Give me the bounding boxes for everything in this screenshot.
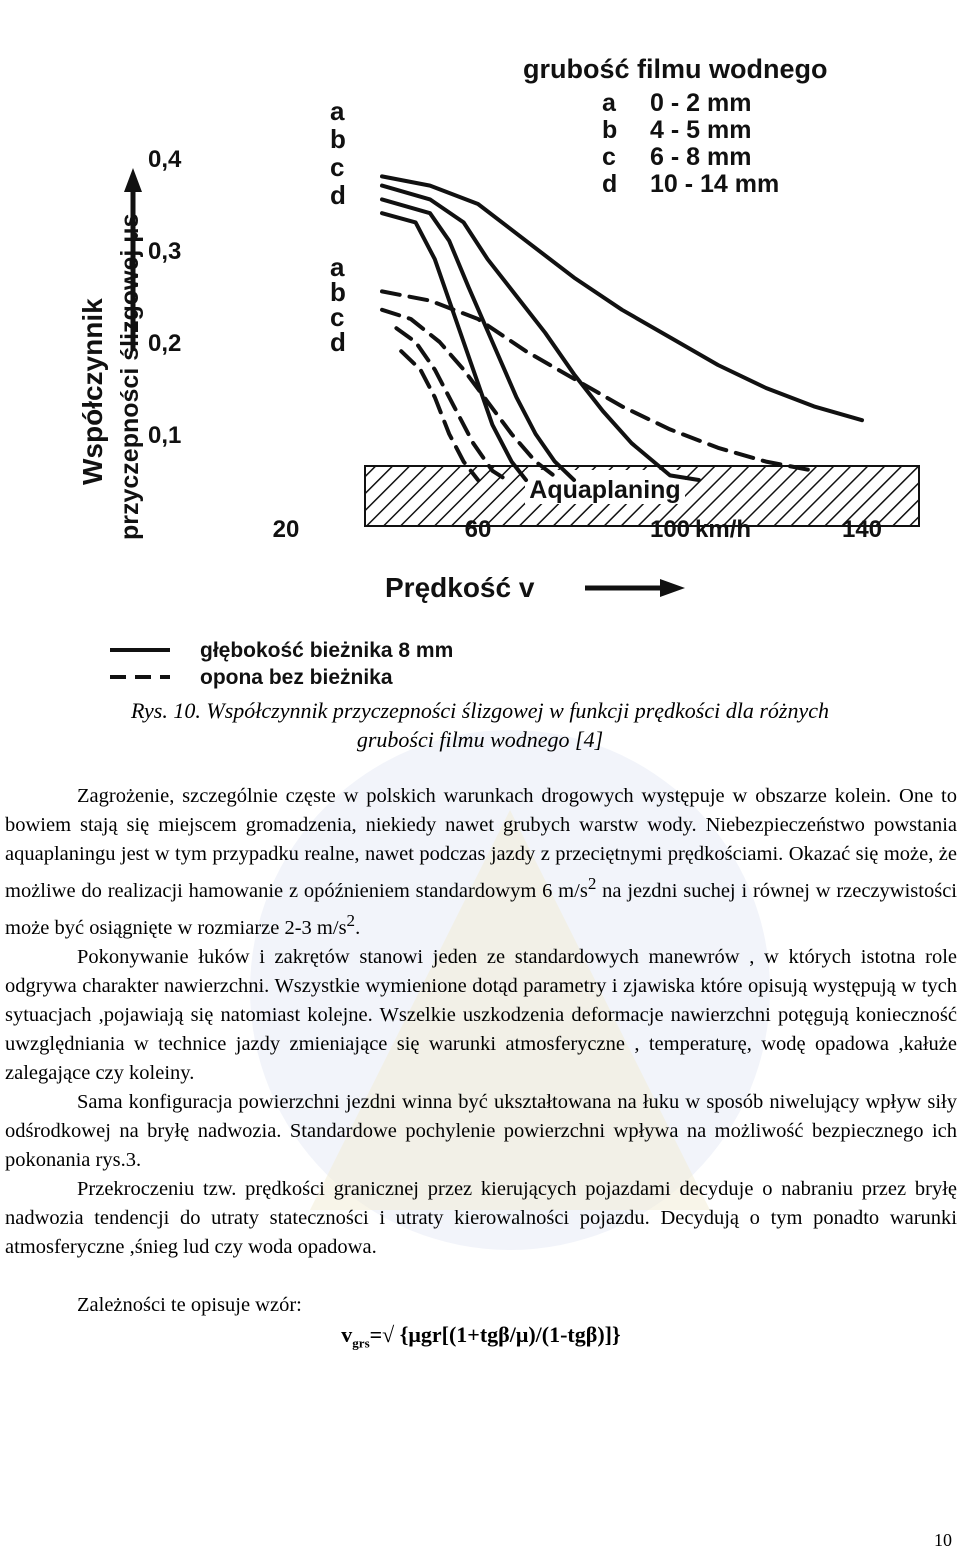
legend-range: 0 - 2 mm bbox=[650, 89, 752, 117]
legend-letter: b bbox=[602, 116, 618, 144]
figure-caption-line2: grubości filmu wodnego [4] bbox=[356, 727, 604, 752]
y-tick-label: 0,3 bbox=[148, 238, 182, 265]
solid-curve-label: d bbox=[330, 180, 346, 210]
solid-curve-b bbox=[382, 186, 699, 480]
formula-subscript: grs bbox=[352, 1335, 370, 1351]
paragraph-3: Sama konfiguracja powierzchni jezdni winna być ukształtowana na łuku w sposób niwelujący wpływ siły odśrodkowej na bryłę nadwozia. Standardowe pochylenie powierzchni wpływa na możliwość bezpiecznego ich pokonania rys.3. bbox=[5, 1090, 957, 1171]
dashed-curve-label: a bbox=[330, 252, 345, 282]
y-tick-label: 0,2 bbox=[148, 330, 182, 357]
dashed-curve-label: d bbox=[330, 327, 346, 357]
x-tick-label: 20 bbox=[272, 516, 300, 543]
style-legend-solid-label: głębokość bieżnika 8 mm bbox=[200, 639, 454, 662]
legend-range: 4 - 5 mm bbox=[650, 116, 752, 144]
y-tick-label: 0,4 bbox=[148, 146, 182, 173]
x-axis-arrowhead bbox=[660, 579, 685, 597]
y-axis-label-line1: Współczynnik bbox=[77, 298, 108, 485]
solid-curve-label: c bbox=[330, 152, 345, 182]
dashed-curve-label: b bbox=[330, 277, 346, 307]
superscript-2: 2 bbox=[346, 910, 356, 930]
paragraph-2: Pokonywanie łuków i zakrętów stanowi jeden ze standardowych manewrów , w których istotna role odgrywa charakter nawierzchni. Wszystkie wymienione dotąd parametry i zjawiska które opisują występują w tych sytuacjach ,pojawiają się natomiast kolejne. Wszelkie uszkodzenia deformacje nawierzchni potęgują konieczność uwzględniania w technice jazdy zmieniające się warunki atmosferyczne , temperaturę, wodę opadowa ,kałuże zalegające czy koleiny. bbox=[5, 945, 957, 1084]
solid-curve-label: a bbox=[330, 96, 345, 126]
style-legend-dashed-label: opona bez bieżnika bbox=[200, 666, 393, 689]
paragraph-1-part-a: Zagrożenie, szczególnie częste w polskich warunkach drogowych występuje w obszarze kolein. One to bowiem stają się miejscem gromadzenia, niekiedy nawet grubych warstw wody. Niebezpieczeństwo powstania aquaplaningu jest w tym przypadku realne, nawet podczas jazdy z przeciętnymi prędkościami. Okazać się może, że możliwe do realizacji hamowanie z opóźnieniem standardowym 6 m/s bbox=[5, 785, 957, 902]
legend-title: grubość filmu wodnego bbox=[523, 54, 828, 84]
figure-caption-line1: Rys. 10. Współczynnik przyczepności ślizgowej w funkcji prędkości dla różnych bbox=[131, 698, 829, 723]
paragraph-1-part-c: . bbox=[355, 916, 361, 939]
paragraph-1-part-b: na jezdni suchej i równej w rzeczywistości może być osiągnięte w rozmiarze 2-3 m/s bbox=[5, 879, 958, 939]
x-axis-label: Prędkość v bbox=[385, 572, 535, 603]
x-unit-label: km/h bbox=[695, 516, 752, 543]
x-tick-label: 60 bbox=[464, 516, 492, 543]
paragraph-5: Zależności te opisuje wzór: bbox=[77, 1293, 302, 1316]
formula-v: v bbox=[341, 1321, 353, 1347]
legend-range: 10 - 14 mm bbox=[650, 170, 780, 198]
x-tick-label: 100 bbox=[649, 516, 691, 543]
y-tick-label: 0,1 bbox=[148, 422, 182, 449]
y-axis-label-line2: przyczepności ślizgowej μs bbox=[116, 213, 144, 540]
legend-letter: d bbox=[602, 170, 618, 198]
body-text bbox=[5, 782, 957, 1357]
legend-range: 6 - 8 mm bbox=[650, 143, 752, 171]
legend-letter: a bbox=[602, 89, 616, 117]
legend-letter: c bbox=[602, 143, 616, 171]
dashed-curve-label: c bbox=[330, 302, 345, 332]
y-axis-arrowhead bbox=[124, 168, 142, 192]
aquaplaning-label: Aquaplaning bbox=[529, 476, 681, 504]
dashed-curve-d bbox=[401, 351, 478, 480]
x-tick-label: 140 bbox=[841, 516, 883, 543]
formula bbox=[5, 1320, 957, 1357]
paragraph-4: Przekroczeniu tzw. prędkości granicznej przez kierujących pojazdami decyduje o nabraniu przez bryłę nadwozia tendencji do utraty stateczności i utraty kierowalności pojazdu. Decydują o tym ponadto warunki atmosferyczne ,śnieg lud czy woda opadowa. bbox=[5, 1177, 957, 1258]
paragraph-1 bbox=[5, 782, 957, 943]
solid-curve-a bbox=[382, 176, 862, 420]
formula-expression: =√ {μgr[(1+tgβ/μ)/(1-tgβ)]} bbox=[369, 1321, 621, 1347]
solid-curve-label: b bbox=[330, 124, 346, 154]
superscript-1: 2 bbox=[587, 874, 597, 893]
page-number: 10 bbox=[934, 1530, 952, 1550]
friction-chart bbox=[40, 20, 920, 695]
